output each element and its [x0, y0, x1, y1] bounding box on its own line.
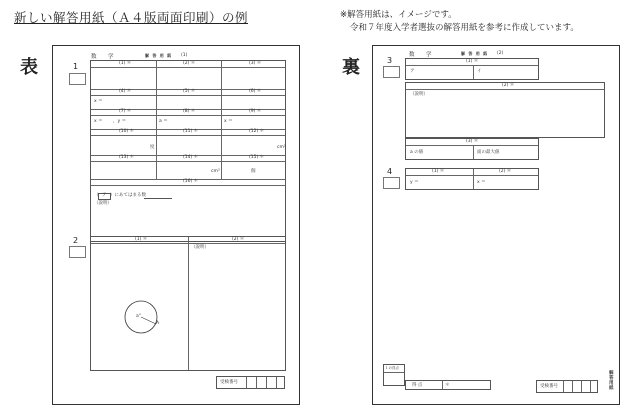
note-line-1: ※解答用紙は、イメージです。: [340, 10, 457, 20]
q3-cell-3: (3) ＊: [466, 139, 479, 144]
q2-score-box[interactable]: [69, 246, 86, 258]
q2-answer-area: [90, 236, 286, 371]
q3-part1: [405, 58, 539, 80]
q4-cell-2: (2) ＊: [499, 169, 512, 174]
q1-unit-ko: 個: [251, 169, 256, 174]
q2-setsumei: （説明）: [191, 245, 209, 250]
q1-cell-10: (10) ＊: [119, 129, 135, 134]
back-sheet-suffix: (2): [497, 51, 504, 56]
q1-cell-2: (2) ＊: [183, 61, 196, 66]
q3-part2: [405, 82, 605, 138]
total-score-mark: ＊: [445, 383, 450, 388]
q1-cell-3: (3) ＊: [249, 61, 262, 66]
q1-unit-cm2: cm²: [277, 145, 286, 150]
q2-circle-figure: [123, 297, 163, 337]
q1-blank-prefix: （: [94, 193, 99, 198]
q1-a-eq: a ＝: [159, 119, 168, 124]
back-side-label: 裏: [342, 57, 360, 78]
q1-score-label: １の得点: [385, 366, 399, 370]
q1-blank-suffix: ）にあてはまる数: [110, 193, 146, 198]
q3-cell-2: (2) ＊: [502, 83, 515, 88]
front-subject: 数 学: [91, 54, 117, 60]
q4-y-eq: y ＝: [410, 180, 419, 185]
q1-cell-5: (5) ＊: [183, 89, 196, 94]
front-side-label: 表: [20, 57, 38, 78]
front-sheet-title: 解 答 用 紙: [145, 53, 173, 58]
q1-cell-13: (13) ＊: [119, 155, 135, 160]
front-exam-no-label: 受検番号: [220, 380, 238, 385]
q2-cell-2: (2) ＊: [232, 237, 245, 242]
q1-cell-11: (11) ＊: [183, 129, 199, 134]
total-score-box[interactable]: [405, 380, 491, 390]
note-line-2: 令和７年度入学者選抜の解答用紙を参考に作成しています。: [350, 23, 579, 33]
q1-x-eq: x ＝: [94, 99, 103, 104]
q1-blank-line: [144, 198, 172, 199]
q4-number: 4: [387, 167, 393, 176]
q4-score-box[interactable]: [383, 177, 400, 189]
q3-setsumei: （説明）: [410, 92, 428, 97]
q3-i: イ: [477, 69, 482, 74]
q4-cell-1: (1) ＊: [432, 169, 445, 174]
q1-unit-do: 度: [150, 145, 155, 150]
q1-cell-14: (14) ＊: [183, 155, 199, 160]
q1-cell-8: (8) ＊: [183, 109, 196, 114]
back-subject: 数 学: [409, 52, 435, 58]
q1-cell-4: (4) ＊: [119, 89, 132, 94]
q1-cell-7: (7) ＊: [119, 109, 132, 114]
back-sheet: [372, 45, 620, 405]
q1-xy-y: ，y ＝: [113, 119, 127, 124]
q3-cell-1: (1) ＊: [466, 59, 479, 64]
q1-xy-x: x ＝: [94, 119, 103, 124]
q1-cell-9: (9) ＊: [249, 109, 262, 114]
back-exam-no-label: 受検番号: [540, 384, 558, 389]
q1-setsumei: （説明）: [94, 201, 112, 206]
page-title: 新しい解答用紙（Ａ４版両面印刷）の例: [14, 10, 249, 25]
q4-x-eq: x ＝: [477, 180, 486, 185]
q2-point: A: [156, 321, 160, 326]
q1-cell-16: (16) ＊: [183, 179, 199, 184]
q2-number: 2: [73, 236, 79, 245]
q1-cell-6: (6) ＊: [249, 89, 262, 94]
front-sheet: [52, 45, 300, 405]
q3-number: 3: [387, 56, 393, 65]
back-vertical-title: 解答用紙: [609, 371, 614, 391]
q3-a-val: a の値: [410, 150, 424, 155]
back-exam-no-box[interactable]: [536, 380, 598, 393]
q1-score-box[interactable]: [69, 73, 86, 85]
total-score-label: 得 点: [412, 383, 423, 388]
q3-a: ア: [410, 69, 415, 74]
q4-answer-area: [405, 168, 539, 190]
q2-angle: a°: [136, 314, 142, 319]
q1-x-eq2: x ＝: [224, 119, 233, 124]
q1-unit-cm3: cm³: [211, 169, 220, 174]
q1-score-total-box[interactable]: [383, 364, 405, 386]
q3-score-box[interactable]: [383, 66, 400, 78]
q3-max: 面の最大値: [477, 150, 500, 155]
q1-cell-15: (15) ＊: [249, 155, 265, 160]
front-sheet-suffix: (1): [181, 53, 188, 58]
q1-cell-12: (12) ＊: [249, 129, 265, 134]
front-exam-no-box[interactable]: [216, 376, 285, 389]
q1-blank-label: ア: [98, 193, 111, 200]
q1-answer-grid: [90, 60, 286, 242]
back-sheet-title: 解 答 用 紙: [461, 51, 489, 56]
q2-cell-1: (1) ＊: [135, 237, 148, 242]
q1-cell-1: (1) ＊: [119, 61, 132, 66]
q1-number: 1: [73, 62, 79, 71]
q3-part3: [405, 138, 539, 160]
